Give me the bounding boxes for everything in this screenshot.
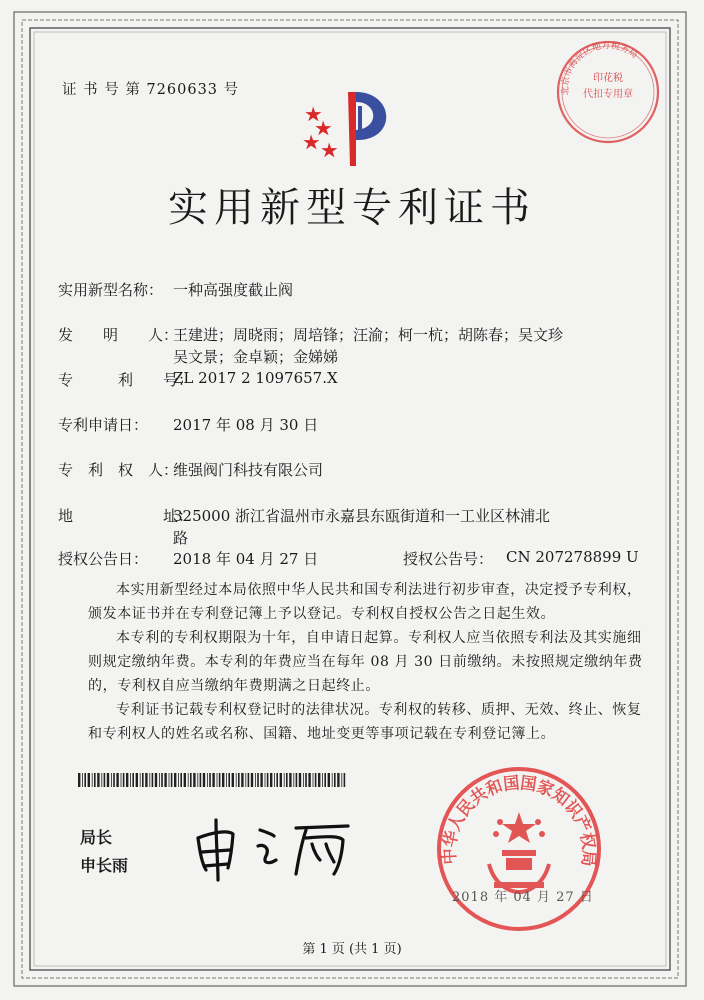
field-label-grant-number: 授权公告号： xyxy=(403,550,494,568)
page-footer: 第 1 页 (共 1 页) xyxy=(302,942,402,957)
svg-text:印花税: 印花税 xyxy=(593,73,623,84)
field-value-grant-number: CN 207278899 U xyxy=(506,548,639,566)
field-label-inventors: 发 明 人： xyxy=(58,326,179,344)
cnipa-logo-icon xyxy=(298,82,410,172)
tax-seal-stamp xyxy=(553,37,663,147)
cnipa-official-seal xyxy=(434,764,604,934)
svg-text:北京市海淀区地方税务局: 北京市海淀区地方税务局 xyxy=(560,40,640,96)
field-value-patent-number: ZL 2017 2 1097657.X xyxy=(173,369,338,387)
document-title: 实用新型专利证书 xyxy=(168,185,536,231)
body-paragraph: 本专利的专利权期限为十年，自申请日起算。专利权人应当依照专利法及其实施细则规定缴纳年费。本专利的年费应当在每年 08 月 30 日前缴纳。未按照规定缴纳年费的，专利权自应当缴纳年费期满之日起终止。 xyxy=(88,630,643,694)
field-value-filing-date: 2017 年 08 月 30 日 xyxy=(173,416,319,434)
svg-text:代扣专用章: 代扣专用章 xyxy=(583,89,633,100)
certificate-number: 证 书 号 第 7260633 号 xyxy=(62,82,240,98)
field-value-patentee: 维强阀门科技有限公司 xyxy=(173,461,324,479)
signatory-name: 申长雨 xyxy=(80,856,129,875)
signatory-title: 局长 xyxy=(80,828,113,847)
handwritten-signature xyxy=(188,808,368,883)
seal-date: 2018 年 04 月 27 日 xyxy=(452,890,594,905)
seal-text: 中华人民共和国国家知识产权局 xyxy=(439,773,599,869)
field-value-address: 325000 浙江省温州市永嘉县东瓯街道和一工业区林浦北 xyxy=(173,507,551,525)
body-paragraph: 专利证书记载专利权登记时的法律状况。专利权的转移、质押、无效、终止、恢复和专利权人的姓名或名称、国籍、地址变更等事项记载在专利登记簿上。 xyxy=(88,702,642,742)
field-value-grant-date: 2018 年 04 月 27 日 xyxy=(173,550,319,568)
field-label-address: 地 址： xyxy=(58,507,194,525)
field-label-patent-number: 专 利 号： xyxy=(58,371,194,389)
field-label-name: 实用新型名称： xyxy=(58,281,164,299)
field-value-inventors-cont: 吴文景；金卓颖；金娣娣 xyxy=(173,348,339,366)
field-label-grant-date: 授权公告日： xyxy=(58,550,149,568)
field-label-patentee: 专 利 权 人： xyxy=(58,461,179,479)
field-value-address-cont: 路 xyxy=(173,529,189,547)
barcode xyxy=(78,773,348,787)
body-paragraph: 本实用新型经过本局依照中华人民共和国专利法进行初步审查，决定授予专利权，颁发本证书并在专利登记簿上予以登记。专利权自授权公告之日起生效。 xyxy=(88,582,642,622)
field-label-filing-date: 专利申请日： xyxy=(58,416,149,434)
field-value-name: 一种高强度截止阀 xyxy=(173,281,294,299)
field-value-inventors: 王建进；周晓雨；周培锋；汪渝；柯一杭；胡陈春；吴文珍 xyxy=(173,326,564,344)
